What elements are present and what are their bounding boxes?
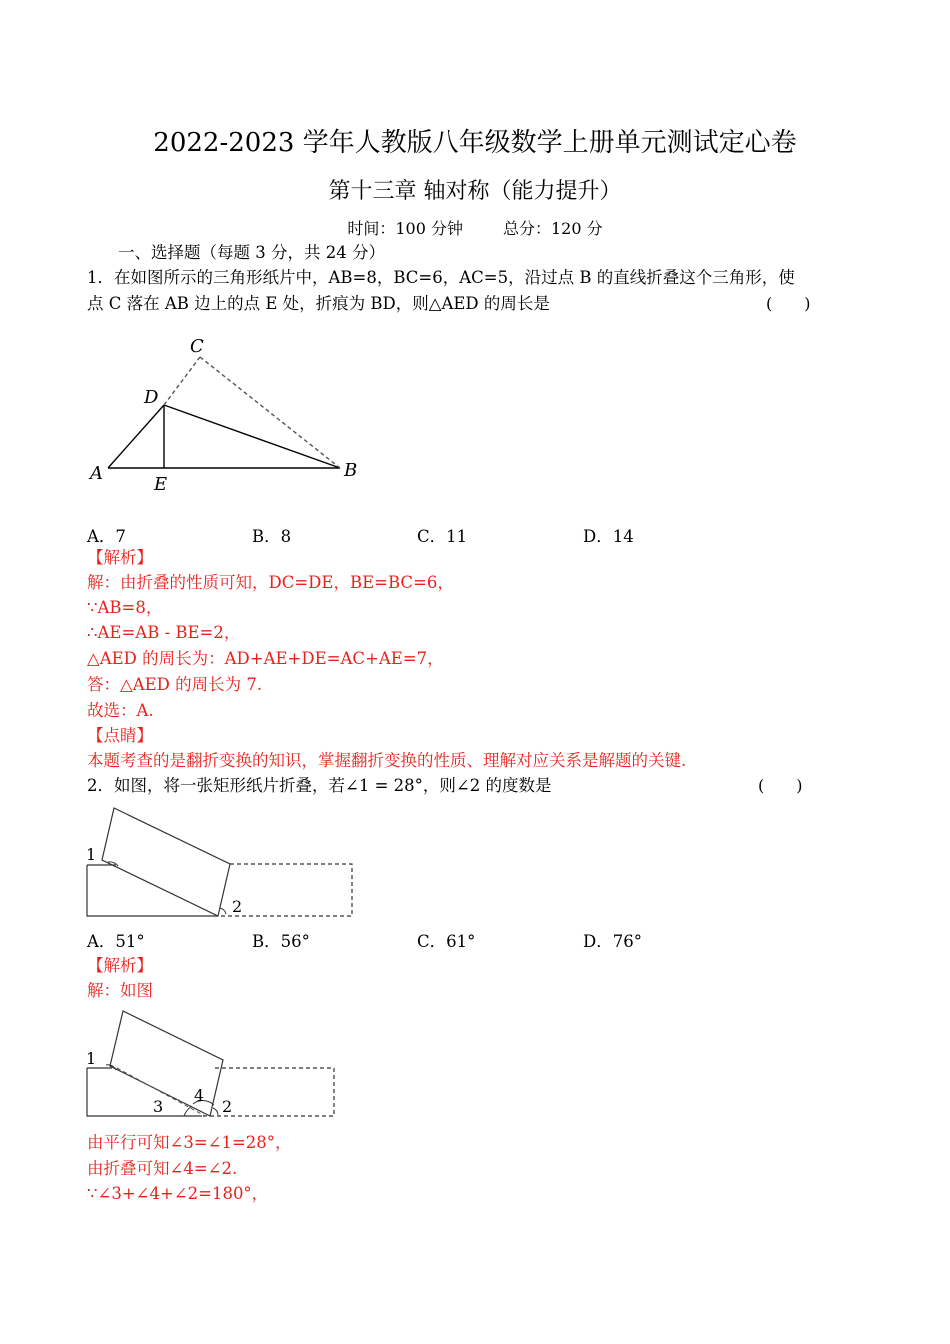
label-d: D xyxy=(144,387,159,408)
q2-option-a: A．51° xyxy=(87,932,145,951)
exam-time: 时间：100 分钟 xyxy=(347,219,463,238)
folded-rectangle xyxy=(102,808,230,916)
q1-solution-line: 解：由折叠的性质可知，DC=DE，BE=BC=6， xyxy=(87,573,454,592)
q2-solution-figure xyxy=(80,1008,342,1124)
segment-dc-dashed xyxy=(164,357,200,405)
q2-option-b: B．56° xyxy=(252,932,310,951)
q1-comment: 本题考查的是翻折变换的知识，掌握翻折变换的性质、理解对应关系是解题的关键. xyxy=(87,751,687,770)
q1-stem-line1: 1．在如图所示的三角形纸片中，AB=8，BC=6，AC=5，沿过点 B 的直线折叠这个三角形，使 xyxy=(87,268,795,287)
q2-solution-line: 由折叠可知∠4=∠2. xyxy=(87,1159,238,1178)
q1-comment-tag: 【点睛】 xyxy=(87,726,153,745)
section-heading: 一、选择题（每题 3 分，共 24 分） xyxy=(118,243,385,262)
label-e: E xyxy=(154,474,168,495)
q1-stem-line2: 点 C 落在 AB 边上的点 E 处，折痕为 BD，则△AED 的周长是 xyxy=(87,294,550,313)
angle-1-label: 1 xyxy=(86,1049,97,1068)
q1-solution-line: △AED 的周长为：AD+AE+DE=AC+AE=7， xyxy=(87,649,444,668)
angle-3-label: 3 xyxy=(153,1097,164,1116)
segment-cb-dashed xyxy=(200,357,340,468)
q1-solution-line: 故选：A. xyxy=(87,701,154,720)
q2-solution-intro: 解：如图 xyxy=(87,981,153,1000)
angle-2-arc xyxy=(213,1108,218,1115)
label-a: A xyxy=(90,463,103,484)
q1-option-d: D．14 xyxy=(583,527,634,546)
q1-option-b: B．8 xyxy=(252,527,292,546)
q2-rectangle-figure xyxy=(80,800,360,925)
angle-4-label: 4 xyxy=(194,1086,205,1105)
angle-2-arc xyxy=(220,908,226,914)
q2-option-d: D．76° xyxy=(583,932,642,951)
angle-2-label: 2 xyxy=(232,897,243,916)
q1-solution-line: ∴AE=AB - BE=2， xyxy=(87,623,241,642)
q1-option-a: A．7 xyxy=(87,527,126,546)
q2-solution-line: 由平行可知∠3=∠1=28°， xyxy=(87,1133,292,1152)
q2-solution-line: ∵∠3+∠4+∠2=180°， xyxy=(87,1184,269,1203)
angle-1-label: 1 xyxy=(86,845,97,864)
folded-rectangle xyxy=(110,1011,223,1116)
q2-stem: 2．如图，将一张矩形纸片折叠，若∠1 = 28°，则∠2 的度数是 xyxy=(87,776,552,795)
q1-triangle-figure xyxy=(80,330,380,500)
angle-3-arc xyxy=(184,1106,192,1116)
lower-rectangle xyxy=(87,865,218,916)
exam-meta xyxy=(0,216,950,239)
q1-solution-line: 答：△AED 的周长为 7. xyxy=(87,675,263,694)
q1-option-c: C．11 xyxy=(417,527,468,546)
q1-answer-blank: ( ) xyxy=(766,294,811,313)
exam-total-score: 总分：120 分 xyxy=(503,219,603,238)
chapter-subtitle: 第十三章 轴对称（能力提升） xyxy=(328,179,622,204)
label-b: B xyxy=(344,460,358,481)
label-c: C xyxy=(190,336,204,357)
lower-rectangle xyxy=(87,1068,205,1116)
page-title: 2022-2023 学年人教版八年级数学上册单元测试定心卷 xyxy=(153,128,797,158)
q1-analysis-tag: 【解析】 xyxy=(87,548,153,567)
q2-answer-blank: ( ) xyxy=(758,776,803,795)
angle-2-label: 2 xyxy=(222,1097,233,1116)
q2-analysis-tag: 【解析】 xyxy=(87,956,153,975)
q2-option-c: C．61° xyxy=(417,932,476,951)
q1-solution-line: ∵AB=8， xyxy=(87,598,163,617)
segment-db xyxy=(164,405,340,468)
segment-ad xyxy=(108,405,164,468)
